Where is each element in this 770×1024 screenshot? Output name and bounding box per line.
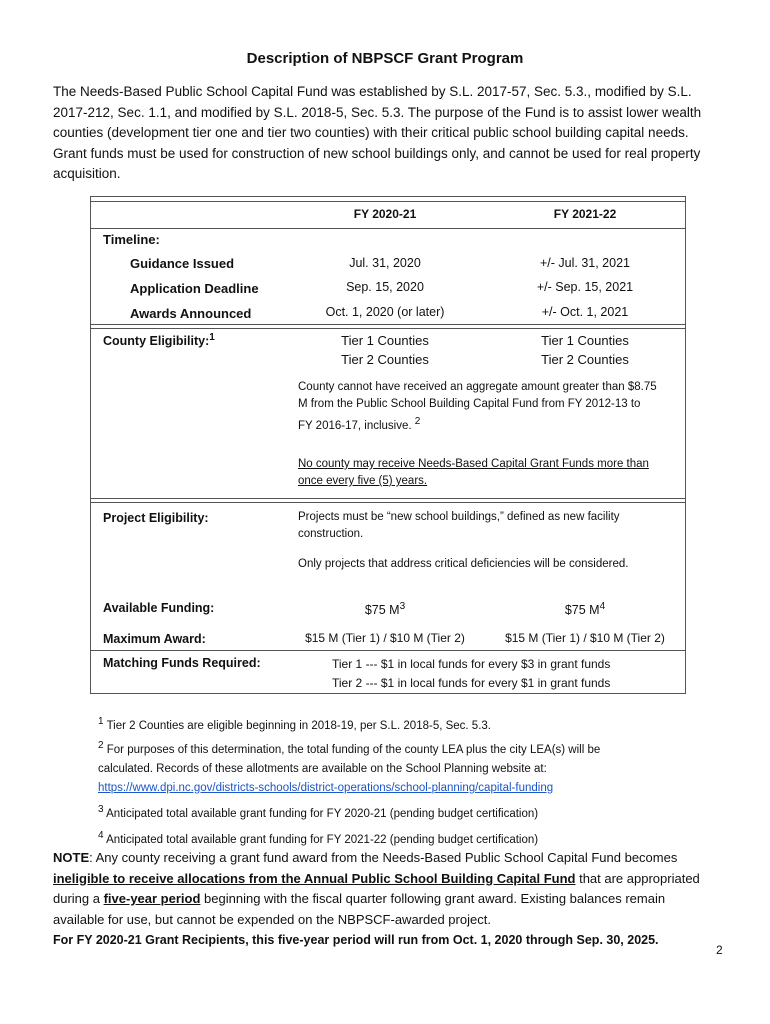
timeline-label: Timeline: [103, 232, 160, 247]
table-rule [90, 498, 686, 499]
footnote-1: $^1$ Tier 2 Counties are eligible beginning in 2018-19, per S.L. 2018-5, Sec. 5.3. [98, 716, 491, 732]
tier1-fy2020: Tier 1 Counties [341, 333, 429, 348]
awards-fy2021: +/- Oct. 1, 2021 [541, 305, 629, 319]
footnote-3: $^3$ Anticipated total available grant funding for FY 2020-21 (pending budget certification) [98, 804, 539, 820]
tier1-fy2021: Tier 1 Counties [541, 333, 629, 348]
table-rule [90, 196, 686, 197]
table-rule [90, 693, 686, 694]
page-number: 2 [716, 943, 723, 957]
col-header-fy2020: FY 2020-21 [353, 207, 417, 221]
funding-fy2021: $75 $M^4$ [564, 601, 606, 618]
grant-table [90, 196, 686, 694]
maximum-award-label: Maximum Award: [103, 632, 206, 646]
available-funding-label: Available Funding: [103, 601, 215, 615]
capital-funding-link[interactable]: https://www.dpi.nc.gov/districts-schools/district-operations/school-planning/capital-funding [98, 781, 554, 794]
matching-tier2: Tier 2 --- $1 in local funds for every $1 in grant funds [332, 676, 611, 690]
matching-tier1: Tier 1 --- $1 in local funds for every $3 in grant funds [332, 657, 611, 671]
table-rule [90, 502, 686, 503]
table-rule [90, 196, 91, 694]
county-aggregate-note: County cannot have received an aggregate amount greater than $8.75 M from the Public School Building Capital Fund from FY 2012-13 to FY 2016-17, inclusive. $^2$ [298, 381, 657, 432]
final-statement: For FY 2020-21 Grant Recipients, this five-year period will run from Oct. 1, 2020 through Sep. 30, 2025. [53, 933, 659, 947]
tier2-fy2021: Tier 2 Counties [541, 352, 629, 367]
guidance-fy2020: Jul. 31, 2020 [349, 256, 421, 270]
footnote-2: $^2$ For purposes of this determination, the total funding of the county LEA plus the city LEA(s) will be calculated. Records of these allotments are available on the School Planning website at: https://www.dpi.nc.gov/districts-schools/district-operations/school-planning/capital-funding [98, 740, 601, 794]
deadline-fy2020: Sep. 15, 2020 [346, 280, 424, 294]
project-note-new-buildings: Projects must be “new school buildings,” defined as new facility construction. [298, 511, 620, 540]
deadline-label: Application Deadline [130, 281, 259, 296]
max-award-fy2020: $15 M (Tier 1) / $10 M (Tier 2) [305, 631, 465, 645]
note-paragraph: NOTE: Any county receiving a grant fund award from the Needs-Based Public School Capital Fund becomes ineligible to receive allocations from the Annual Public School Building Capital Fund that are appropriated during a five-year period beginning with the fiscal quarter following grant award. Existing balances remain available for use, but cannot be expended on the NBPSCF-awarded project. [53, 850, 700, 927]
intro-paragraph: The Needs-Based Public School Capital Fund was established by S.L. 2017-57, Sec. 5.3., modified by S.L. 2017-212, Sec. 1.1, and modified by S.L. 2018-5, Sec. 5.3. The purpose of the Fund is to assist lower wealth counties (development tier one and tier two counties) with their critical public school building capital needs. Grant funds must be used for construction of new school buildings only, and cannot be used for real property acquisition. [53, 84, 702, 181]
tier2-fy2020: Tier 2 Counties [341, 352, 429, 367]
footnote-4: $^4$ Anticipated total available grant funding for FY 2021-22 (pending budget certification) [98, 830, 539, 846]
guidance-fy2021: +/- Jul. 31, 2021 [540, 256, 630, 270]
table-rule [90, 201, 686, 202]
max-award-fy2021: $15 M (Tier 1) / $10 M (Tier 2) [505, 631, 665, 645]
project-eligibility-label: Project Eligibility: [103, 511, 209, 525]
matching-funds-label: Matching Funds Required: [103, 656, 261, 670]
table-rule [90, 324, 686, 325]
project-note-deficiencies: Only projects that address critical deficiencies will be considered. [298, 558, 629, 570]
awards-fy2020: Oct. 1, 2020 (or later) [325, 305, 445, 319]
guidance-label: Guidance Issued [130, 256, 235, 271]
county-eligibility-label: County Eligibility:$^1$ [103, 332, 215, 349]
county-five-year-rule: No county may receive Needs-Based Capital Grant Funds more than once every five (5) years. [298, 458, 649, 487]
deadline-fy2021: +/- Sep. 15, 2021 [536, 280, 634, 294]
col-header-fy2021: FY 2021-22 [553, 207, 617, 221]
table-rule [90, 228, 686, 229]
table-rule [90, 650, 686, 651]
awards-label: Awards Announced [130, 306, 252, 321]
funding-fy2020: $75 $M^3$ [364, 601, 406, 618]
table-rule [90, 328, 686, 329]
page-title: Description of NBPSCF Grant Program [246, 50, 524, 67]
table-rule [685, 196, 686, 694]
